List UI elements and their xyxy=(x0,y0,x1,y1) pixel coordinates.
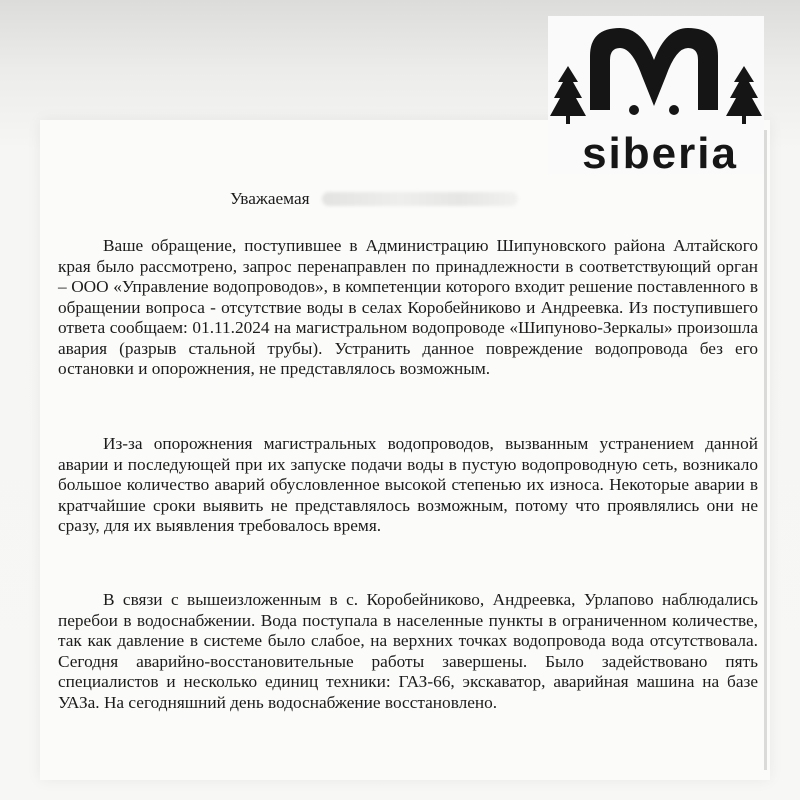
paragraph-2: Из-за опорожнения магистральных водопроводов, вызванным устранением данной аварии и последующей при их запуске подачи воды в пустую водопроводную сеть, возникало большое количество аварий обусловленное высокой степенью их износа. Некоторые аварии в кратчайшие сроки выявить не представлялось возможным, потому что проявлялись они не сразу, для их выявления требовалось время. xyxy=(58,434,758,535)
greeting-text: Уважаемая xyxy=(230,189,310,209)
greeting xyxy=(230,188,518,210)
sheet-edge xyxy=(764,130,767,770)
logo-word: siberia xyxy=(582,129,738,178)
siberia-logo xyxy=(548,16,764,178)
redacted-name xyxy=(322,192,518,206)
paragraph-3: В связи с вышеизложенным в с. Коробейниково, Андреевка, Урлапово наблюдались перебои в водоснабжении. Вода поступала в населенные пункты в ограниченном количестве, так как давление в системе было слабое, на верхних точках водопровода вода отсутствовала. Сегодня аварийно-восстановительные работы завершены. Было задействовано пять специалистов и несколько единиц техники: ГАЗ-66, экскаватор, аварийная машина на базе УАЗа. На сегодняшний день водоснабжение восстановлено. xyxy=(58,590,758,712)
paragraph-1: Ваше обращение, поступившее в Администрацию Шипуновского района Алтайского края было рассмотрено, запрос перенаправлен по принадлежности в соответствующий орган – ООО «Управление водопроводов», в компетенции которого входит решение поставленного в обращении вопроса - отсутствие воды в селах Коробейниково и Андреевка. Из поступившего ответа сообщаем: 01.11.2024 на магистральном водопроводе «Шипуново-Зеркалы» произошла авария (разрыв стальной трубы). Устранить данное повреждение водопровода без его остановки и опорожнения, не представлялось возможным. xyxy=(58,236,758,378)
